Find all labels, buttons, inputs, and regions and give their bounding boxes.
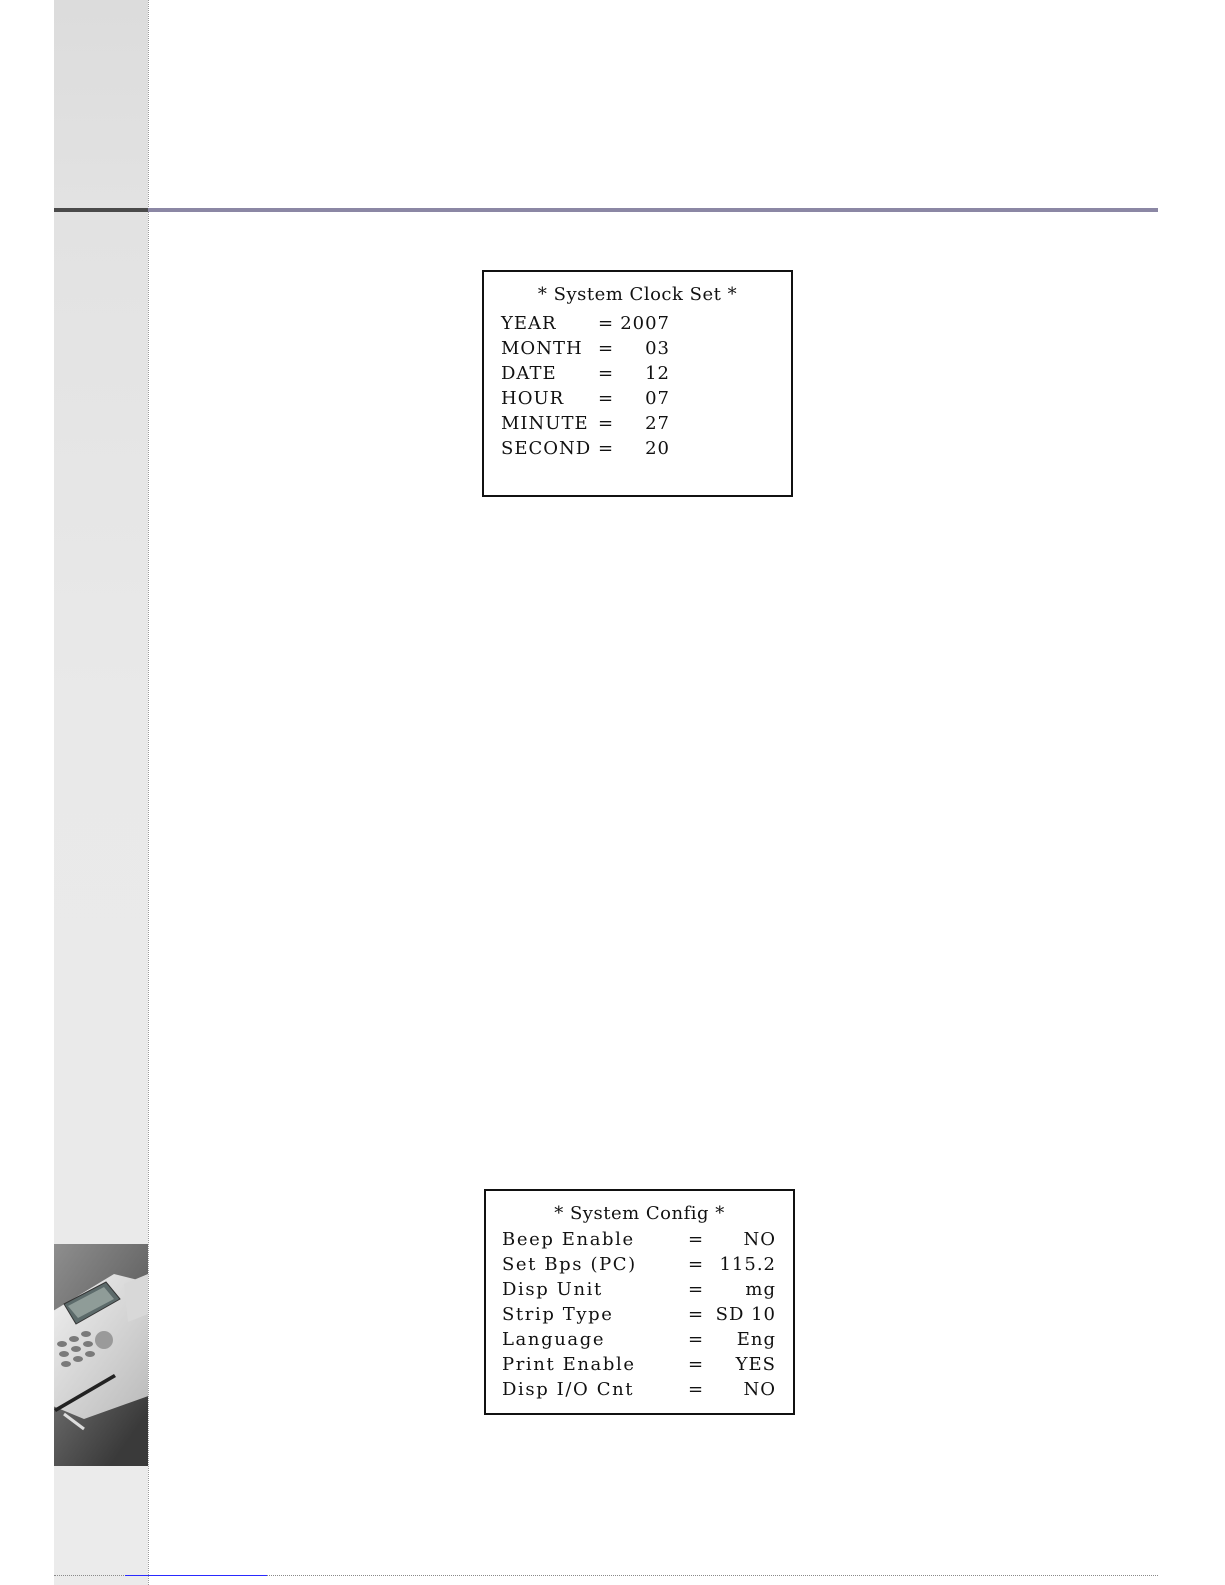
row-value: 27 — [645, 413, 670, 434]
row-separator: = — [688, 1229, 705, 1250]
row-value: NO — [743, 1379, 776, 1400]
clock-screen-title: * System Clock Set * — [537, 284, 738, 305]
row-label: Disp Unit — [502, 1279, 603, 1300]
row-separator: = — [598, 363, 615, 384]
row-separator: = — [598, 438, 615, 459]
row-label: YEAR — [501, 313, 557, 334]
system-clock-set-screen — [482, 270, 793, 497]
row-value: Eng — [736, 1329, 776, 1350]
row-separator: = — [598, 413, 615, 434]
analyzer-device-image — [54, 1244, 148, 1466]
row-separator: = — [688, 1304, 705, 1325]
row-separator: = — [598, 313, 615, 334]
row-separator: = — [688, 1329, 705, 1350]
system-config-screen — [484, 1189, 795, 1415]
row-label: Strip Type — [502, 1304, 614, 1325]
row-value: 115.2 — [719, 1254, 776, 1275]
row-label: SECOND — [501, 438, 592, 459]
header-rule — [148, 208, 1158, 212]
row-label: Beep Enable — [502, 1229, 635, 1250]
row-value: SD 10 — [715, 1304, 776, 1325]
config-row-disp-io-cnt — [486, 1379, 776, 1484]
row-separator: = — [688, 1354, 705, 1375]
row-separator: = — [688, 1379, 705, 1400]
row-label: DATE — [501, 363, 557, 384]
row-label: MONTH — [501, 338, 583, 359]
row-label: Print Enable — [502, 1354, 636, 1375]
side-dotted-border — [148, 0, 149, 1585]
row-value: 12 — [645, 363, 670, 384]
row-value: 2007 — [620, 313, 670, 334]
header-rule-dark — [54, 208, 148, 212]
clock-row-second — [484, 438, 670, 543]
row-label: MINUTE — [501, 413, 589, 434]
row-separator: = — [598, 388, 615, 409]
row-label: HOUR — [501, 388, 565, 409]
row-separator: = — [688, 1254, 705, 1275]
analyzer-device-photo — [54, 1244, 148, 1466]
row-value: 20 — [645, 438, 670, 459]
row-separator: = — [598, 338, 615, 359]
footer-link-underline — [125, 1575, 267, 1576]
row-label: Language — [502, 1329, 606, 1350]
row-label: Disp I/O Cnt — [502, 1379, 635, 1400]
row-value: YES — [735, 1354, 776, 1375]
row-value: 03 — [645, 338, 670, 359]
row-value: NO — [743, 1229, 776, 1250]
config-screen-title: * System Config * — [554, 1203, 725, 1224]
row-label: Set Bps (PC) — [502, 1254, 637, 1275]
row-value: mg — [745, 1279, 776, 1300]
row-value: 07 — [645, 388, 670, 409]
row-separator: = — [688, 1279, 705, 1300]
